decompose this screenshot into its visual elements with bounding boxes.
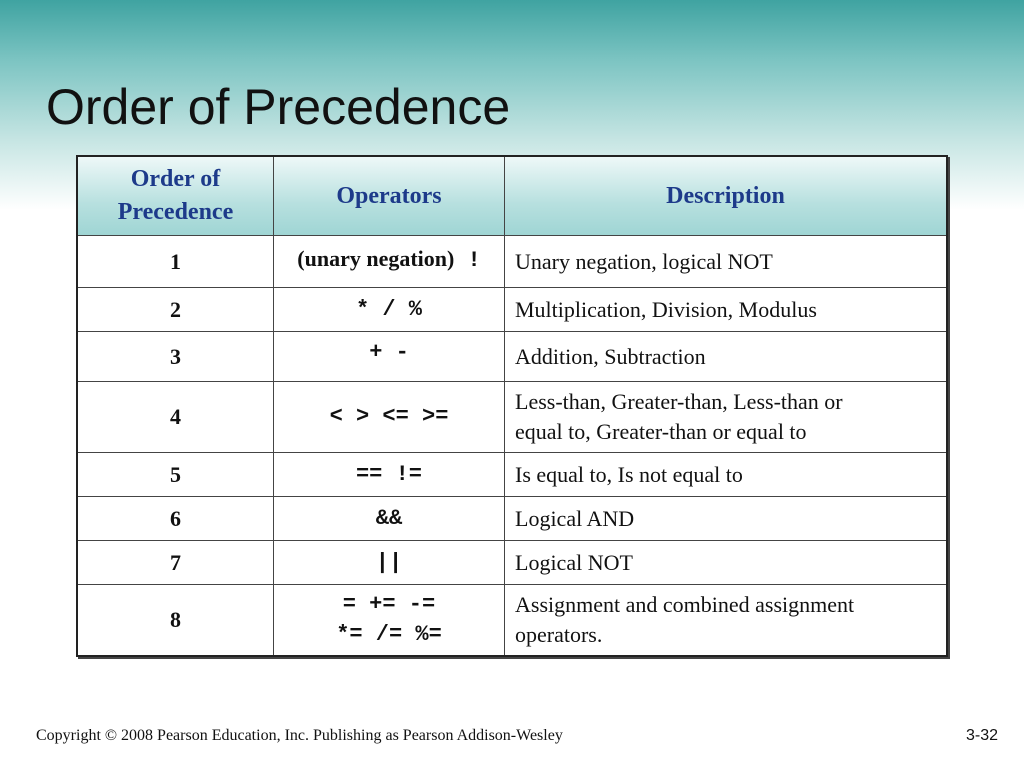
order-cell: 5: [77, 453, 274, 497]
operators-cell: [274, 236, 505, 288]
header-description: Description: [505, 156, 948, 236]
table-row: [77, 236, 947, 288]
table-row: [77, 541, 947, 585]
precedence-table: [76, 155, 948, 657]
header-order: [77, 156, 274, 236]
table-row: [77, 288, 947, 332]
description-cell: Addition, Subtraction: [505, 332, 948, 382]
order-cell: 8: [77, 585, 274, 657]
table-row: [77, 585, 947, 657]
operators-cell: * / %: [274, 288, 505, 332]
operators-cell: ||: [274, 541, 505, 585]
description-line1: Assignment and combined assignment: [515, 592, 855, 617]
description-line2: operators.: [515, 622, 603, 647]
order-cell: 4: [77, 382, 274, 453]
order-cell: 3: [77, 332, 274, 382]
order-cell: 6: [77, 497, 274, 541]
table-row: [77, 382, 947, 453]
table-row: [77, 332, 947, 382]
header-operators: Operators: [274, 156, 505, 236]
table-row: [77, 453, 947, 497]
description-cell: Unary negation, logical NOT: [505, 236, 948, 288]
header-order-line2: Precedence: [117, 199, 234, 225]
footer-copyright: Copyright © 2008 Pearson Education, Inc. Publishing as Pearson Addison-Wesley: [36, 727, 563, 744]
description-cell: Logical NOT: [505, 541, 948, 585]
operators-cell: + -: [274, 332, 505, 382]
description-cell: [505, 585, 948, 657]
header-order-line1: Order of: [130, 166, 221, 192]
operators-cell: == !=: [274, 453, 505, 497]
order-cell: 1: [77, 236, 274, 288]
operators-line2: *= /= %=: [336, 622, 442, 647]
operators-cell: &&: [274, 497, 505, 541]
operators-code: !: [467, 248, 481, 273]
operators-cell: [274, 585, 505, 657]
description-line2: equal to, Greater-than or equal to: [515, 419, 807, 444]
table-row: [77, 497, 947, 541]
order-cell: 2: [77, 288, 274, 332]
order-cell: 7: [77, 541, 274, 585]
operators-text: (unary negation): [297, 246, 455, 271]
slide-title: Order of Precedence: [46, 79, 511, 135]
slide-number: 3-32: [965, 727, 998, 744]
description-line1: Less-than, Greater-than, Less-than or: [515, 389, 843, 414]
description-cell: Is equal to, Is not equal to: [505, 453, 948, 497]
description-cell: Logical AND: [505, 497, 948, 541]
operators-line1: = += -=: [342, 592, 436, 617]
description-cell: Multiplication, Division, Modulus: [505, 288, 948, 332]
operators-cell: < > <= >=: [274, 382, 505, 453]
description-cell: [505, 382, 948, 453]
table-header-row: [77, 156, 947, 236]
